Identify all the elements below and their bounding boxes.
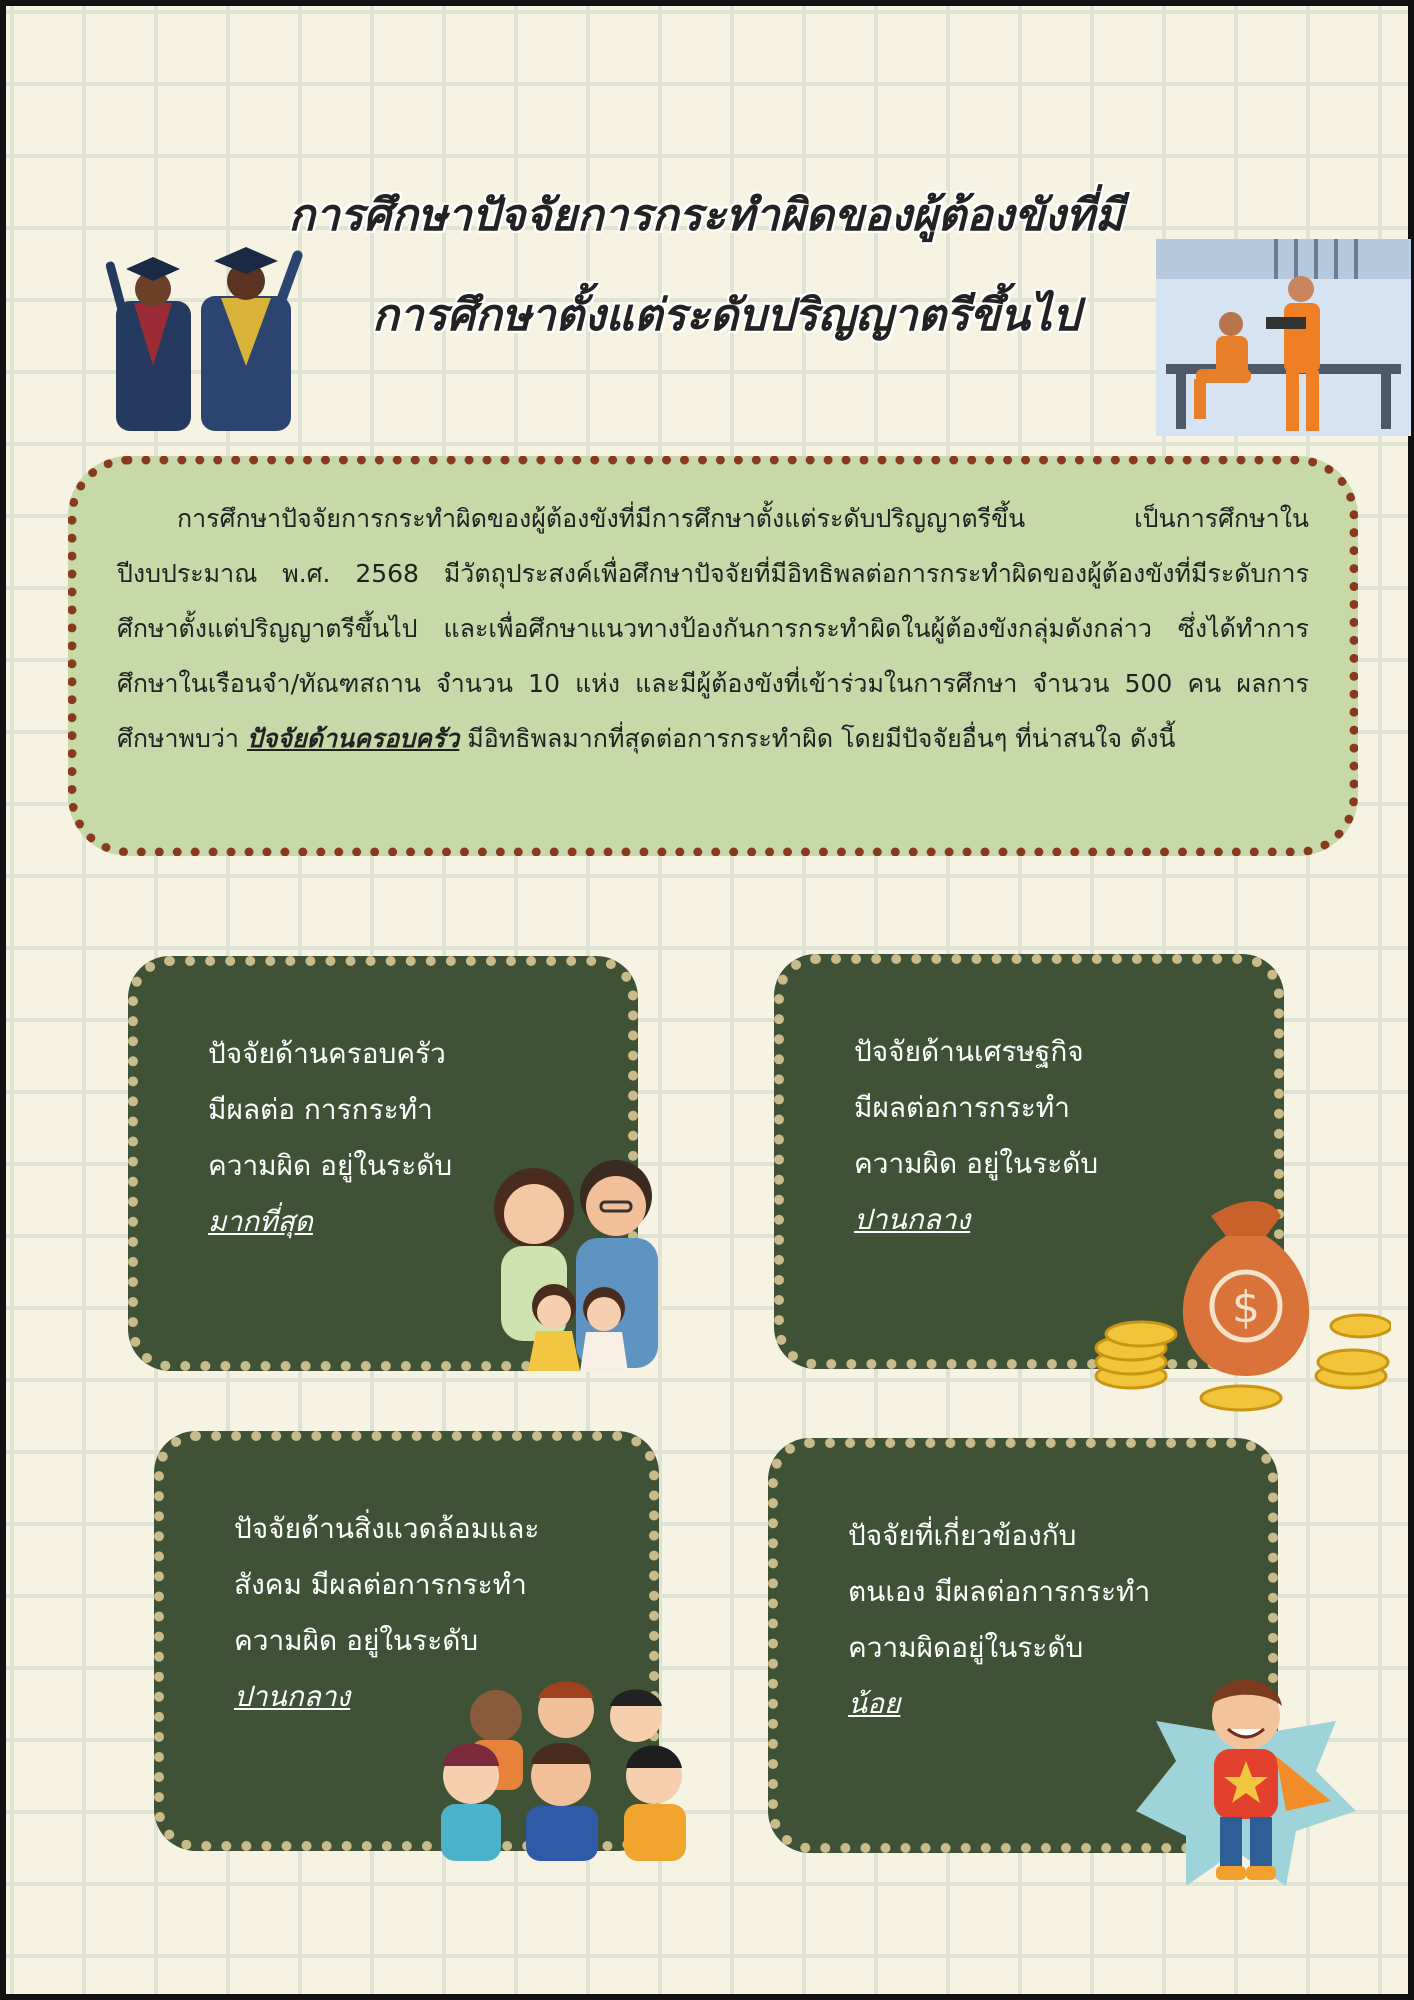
intro-box — [68, 456, 1358, 856]
people-group-illustration — [426, 1676, 706, 1861]
intro-text-end: มีอิทธิพลมากที่สุดต่อการกระทำผิด โดยมีปัจจัยอื่นๆ ที่น่าสนใจ ดังนี้ — [459, 724, 1176, 753]
money-bag-illustration — [1091, 1176, 1391, 1416]
hero-kid-illustration — [1116, 1661, 1376, 1891]
card-level: น้อย — [848, 1687, 901, 1720]
person — [610, 1690, 662, 1743]
card-line: มีผลต่อการกระทำ — [854, 1091, 1070, 1124]
card-line: ปัจจัยที่เกี่ยวข้องกับ — [848, 1519, 1077, 1552]
card-line: สังคม มีผลต่อการกระทำ — [234, 1568, 527, 1601]
page-title — [206, 166, 1206, 366]
card-level: ปานกลาง — [234, 1680, 351, 1713]
card-level: มากที่สุด — [208, 1205, 313, 1238]
person — [538, 1682, 594, 1739]
person — [441, 1744, 501, 1862]
card-line: ปัจจัยด้านเศรษฐกิจ — [854, 1035, 1084, 1068]
person — [624, 1746, 686, 1862]
card-line: ความผิด อยู่ในระดับ — [234, 1624, 479, 1657]
title-line-1: การศึกษาปัจจัยการกระทำผิดของผู้ต้องขังที่มี — [288, 190, 1124, 241]
family-illustration — [476, 1156, 696, 1386]
title-line-2: การศึกษาตั้งแต่ระดับปริญญาตรีขึ้นไป — [372, 290, 1080, 341]
graduate-left — [106, 257, 191, 431]
person — [526, 1743, 598, 1861]
card-line: ความผิด อยู่ในระดับ — [854, 1147, 1099, 1180]
card-line: ปัจจัยด้านสิ่งแวดล้อมและ — [234, 1512, 540, 1545]
card-line: ความผิดอยู่ในระดับ — [848, 1631, 1084, 1664]
intro-text: การศึกษาปัจจัยการกระทำผิดของผู้ต้องขังที่มีการศึกษาตั้งแต่ระดับปริญญาตรีขึ้น เป็นการศึกษาในปีงบประมาณ พ.ศ. 2568 มีวัตถุประสงค์เพื่อศึกษาปัจจัยที่มีอิทธิพลต่อการกระทำผิดของผู้ต้องขังที่มีระดับการศึกษาตั้งแต่ปริญญาตรีขึ้นไป และเพื่อศึกษาแนวทางป้องกันการกระทำผิดในผู้ต้องขังกลุ่มดังกล่าว ซึ่งได้ทำการศึกษาในเรือนจำ/ทัณฑสถาน จำนวน 10 แห่ง และมีผู้ต้องขังที่เข้าร่วมในการศึกษา จำนวน 500 คน ผลการศึกษาพบว่า — [117, 504, 1309, 753]
intro-highlight: ปัจจัยด้านครอบครัว — [246, 724, 460, 753]
intro-paragraph — [117, 491, 1309, 766]
card-line: ตนเอง มีผลต่อการกระทำ — [848, 1575, 1151, 1608]
money-bag — [1183, 1201, 1309, 1376]
card-line: มีผลต่อ การกระทำ — [208, 1093, 433, 1126]
dollar-sign-icon: $ — [1232, 1282, 1260, 1333]
card-line: ปัจจัยด้านครอบครัว — [208, 1037, 446, 1070]
card-line: ความผิด อยู่ในระดับ — [208, 1149, 453, 1182]
card-level: ปานกลาง — [854, 1203, 971, 1236]
